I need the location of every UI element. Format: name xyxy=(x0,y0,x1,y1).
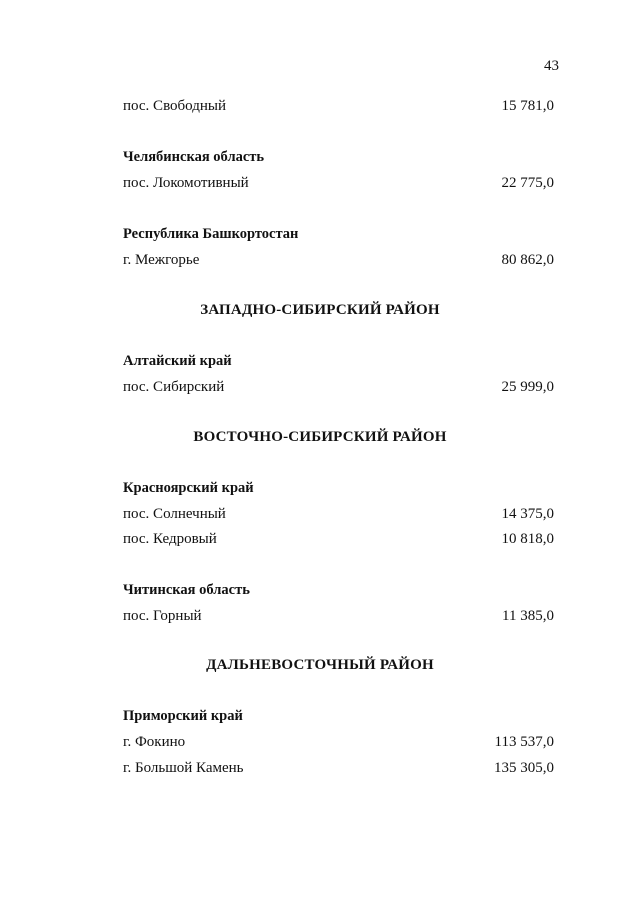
settlement-row xyxy=(0,757,640,779)
region-heading: Приморский край xyxy=(123,708,243,724)
settlement-value: 14 375,0 xyxy=(501,506,554,522)
settlement-row xyxy=(0,605,640,627)
district-heading: ВОСТОЧНО-СИБИРСКИЙ РАЙОН xyxy=(193,429,447,445)
settlement-name: пос. Горный xyxy=(123,608,202,624)
district-heading: ДАЛЬНЕВОСТОЧНЫЙ РАЙОН xyxy=(206,657,434,673)
settlement-name: пос. Свободный xyxy=(123,98,227,114)
settlement-name: пос. Локомотивный xyxy=(123,175,249,191)
settlement-value: 15 781,0 xyxy=(501,98,554,114)
settlement-name: пос. Сибирский xyxy=(123,379,225,395)
settlement-name: г. Большой Камень xyxy=(123,760,244,776)
region-heading: Красноярский край xyxy=(123,480,254,496)
settlement-value: 113 537,0 xyxy=(494,734,554,750)
settlement-value: 135 305,0 xyxy=(494,760,554,776)
settlement-row xyxy=(0,731,640,753)
settlement-name: г. Фокино xyxy=(123,734,186,750)
settlement-name: г. Межгорье xyxy=(123,252,200,268)
settlement-name: пос. Кедровый xyxy=(123,531,217,547)
region-heading: Читинская область xyxy=(123,582,250,598)
page-number: 43 xyxy=(544,58,559,74)
settlement-value: 22 775,0 xyxy=(501,175,554,191)
settlement-row xyxy=(0,376,640,398)
settlement-value: 11 385,0 xyxy=(502,608,554,624)
settlement-value: 10 818,0 xyxy=(501,531,554,547)
region-heading: Алтайский край xyxy=(123,353,232,369)
district-heading: ЗАПАДНО-СИБИРСКИЙ РАЙОН xyxy=(200,302,440,318)
settlement-value: 25 999,0 xyxy=(501,379,554,395)
settlement-value: 80 862,0 xyxy=(501,252,554,268)
settlement-row xyxy=(0,528,640,550)
settlement-row xyxy=(0,249,640,271)
region-heading: Республика Башкортостан xyxy=(123,226,299,242)
settlement-row xyxy=(0,95,640,117)
region-heading: Челябинская область xyxy=(123,149,265,165)
settlement-row xyxy=(0,503,640,525)
settlement-row xyxy=(0,172,640,194)
settlement-name: пос. Солнечный xyxy=(123,506,226,522)
